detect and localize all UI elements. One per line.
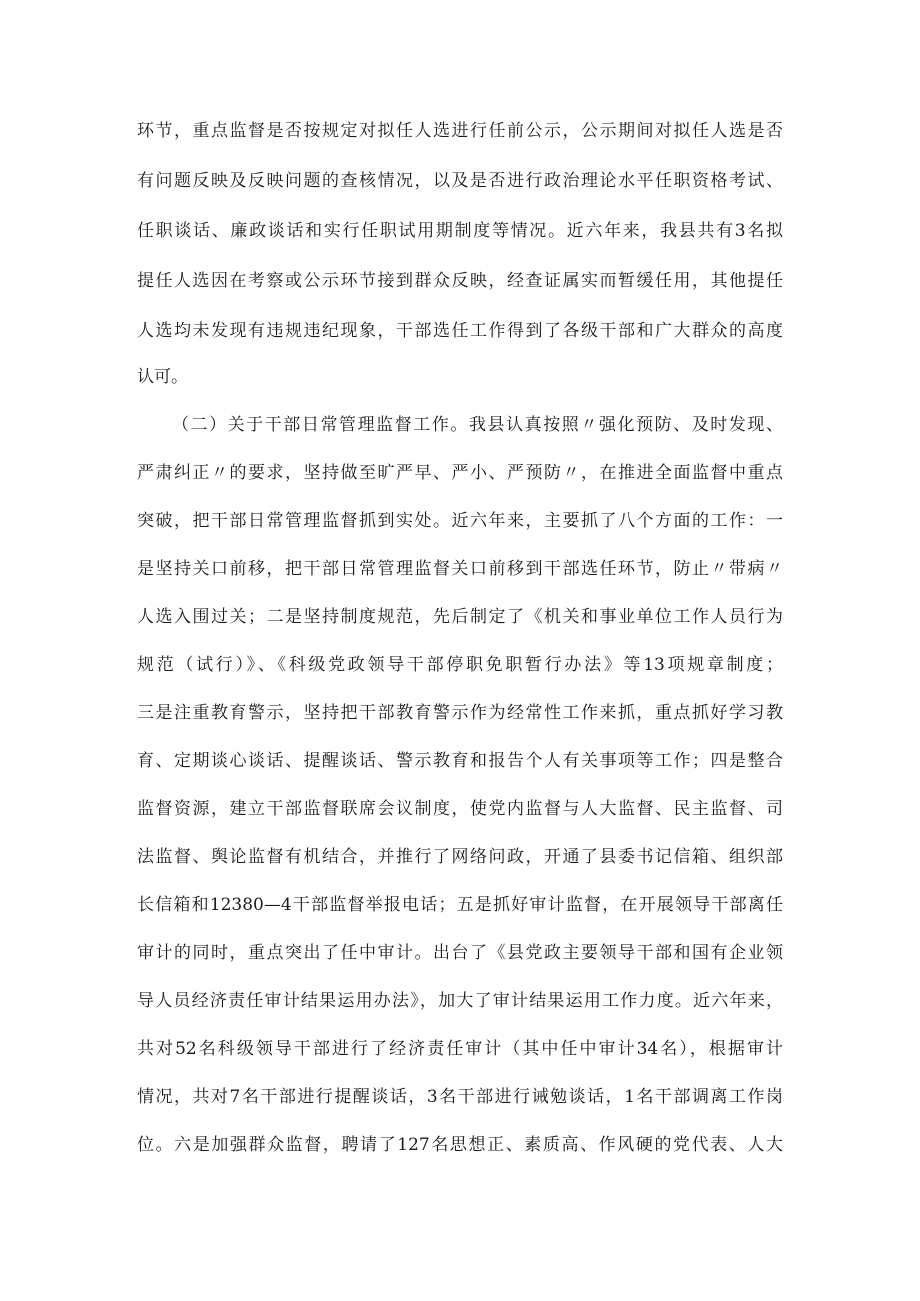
text-line: 共对52名科级领导干部进行了经济责任审计（其中任中审计34名），根据审计 <box>137 1039 783 1059</box>
paragraph-heading-line: （二）关于干部日常管理监督工作。我县认真按照〃强化预防、及时发现、 <box>172 415 783 435</box>
text-line: 长信箱和12380—4干部监督举报电话；五是抓好审计监督，在开展领导干部离任 <box>137 895 783 915</box>
text-line: 法监督、舆论监督有机结合，并推行了网络问政，开通了县委书记信箱、组织部 <box>137 847 783 867</box>
text-line: 人选入围过关；二是坚持制度规范，先后制定了《机关和事业单位工作人员行为 <box>137 607 783 627</box>
text-line: 认可。 <box>137 367 188 387</box>
text-line: 位。六是加强群众监督，聘请了127名思想正、素质高、作风硬的党代表、人大 <box>137 1135 783 1155</box>
text-line: 监督资源，建立干部监督联席会议制度，使党内监督与人大监督、民主监督、司 <box>137 799 783 819</box>
text-line: 环节，重点监督是否按规定对拟任人选进行任前公示，公示期间对拟任人选是否 <box>137 121 783 141</box>
text-line: 三是注重教育警示，坚持把干部教育警示作为经常性工作来抓，重点抓好学习教 <box>137 703 783 723</box>
text-line: 是坚持关口前移，把干部日常管理监督关口前移到干部选任环节，防止〃带病〃 <box>137 559 783 579</box>
text-line: 人选均未发现有违规违纪现象，干部选任工作得到了各级干部和广大群众的高度 <box>137 321 783 341</box>
text-line: 任职谈话、廉政谈话和实行任职试用期制度等情况。近六年来，我县共有3名拟 <box>137 221 783 241</box>
text-line: 育、定期谈心谈话、提醒谈话、警示教育和报告个人有关事项等工作；四是整合 <box>137 751 783 771</box>
text-line: 严肃纠正〃的要求，坚持做至旷严早、严小、严预防〃，在推进全面监督中重点 <box>137 463 783 483</box>
text-line: 规范（试行）》、《科级党政领导干部停职免职暂行办法》等13项规章制度； <box>137 655 783 675</box>
text-line: 情况，共对7名干部进行提醒谈话，3名干部进行诫勉谈话，1名干部调离工作岗 <box>137 1087 783 1107</box>
text-line: 突破，把干部日常管理监督抓到实处。近六年来，主要抓了八个方面的工作：一 <box>137 511 783 531</box>
text-line: 审计的同时，重点突出了任中审计。出台了《县党政主要领导干部和国有企业领 <box>137 943 783 963</box>
text-line: 提任人选因在考察或公示环节接到群众反映，经查证属实而暂缓任用，其他提任 <box>137 271 783 291</box>
text-line: 导人员经济责任审计结果运用办法》，加大了审计结果运用工作力度。近六年来， <box>137 991 783 1011</box>
text-line: 有问题反映及反映问题的查核情况，以及是否进行政治理论水平任职资格考试、 <box>137 171 783 191</box>
